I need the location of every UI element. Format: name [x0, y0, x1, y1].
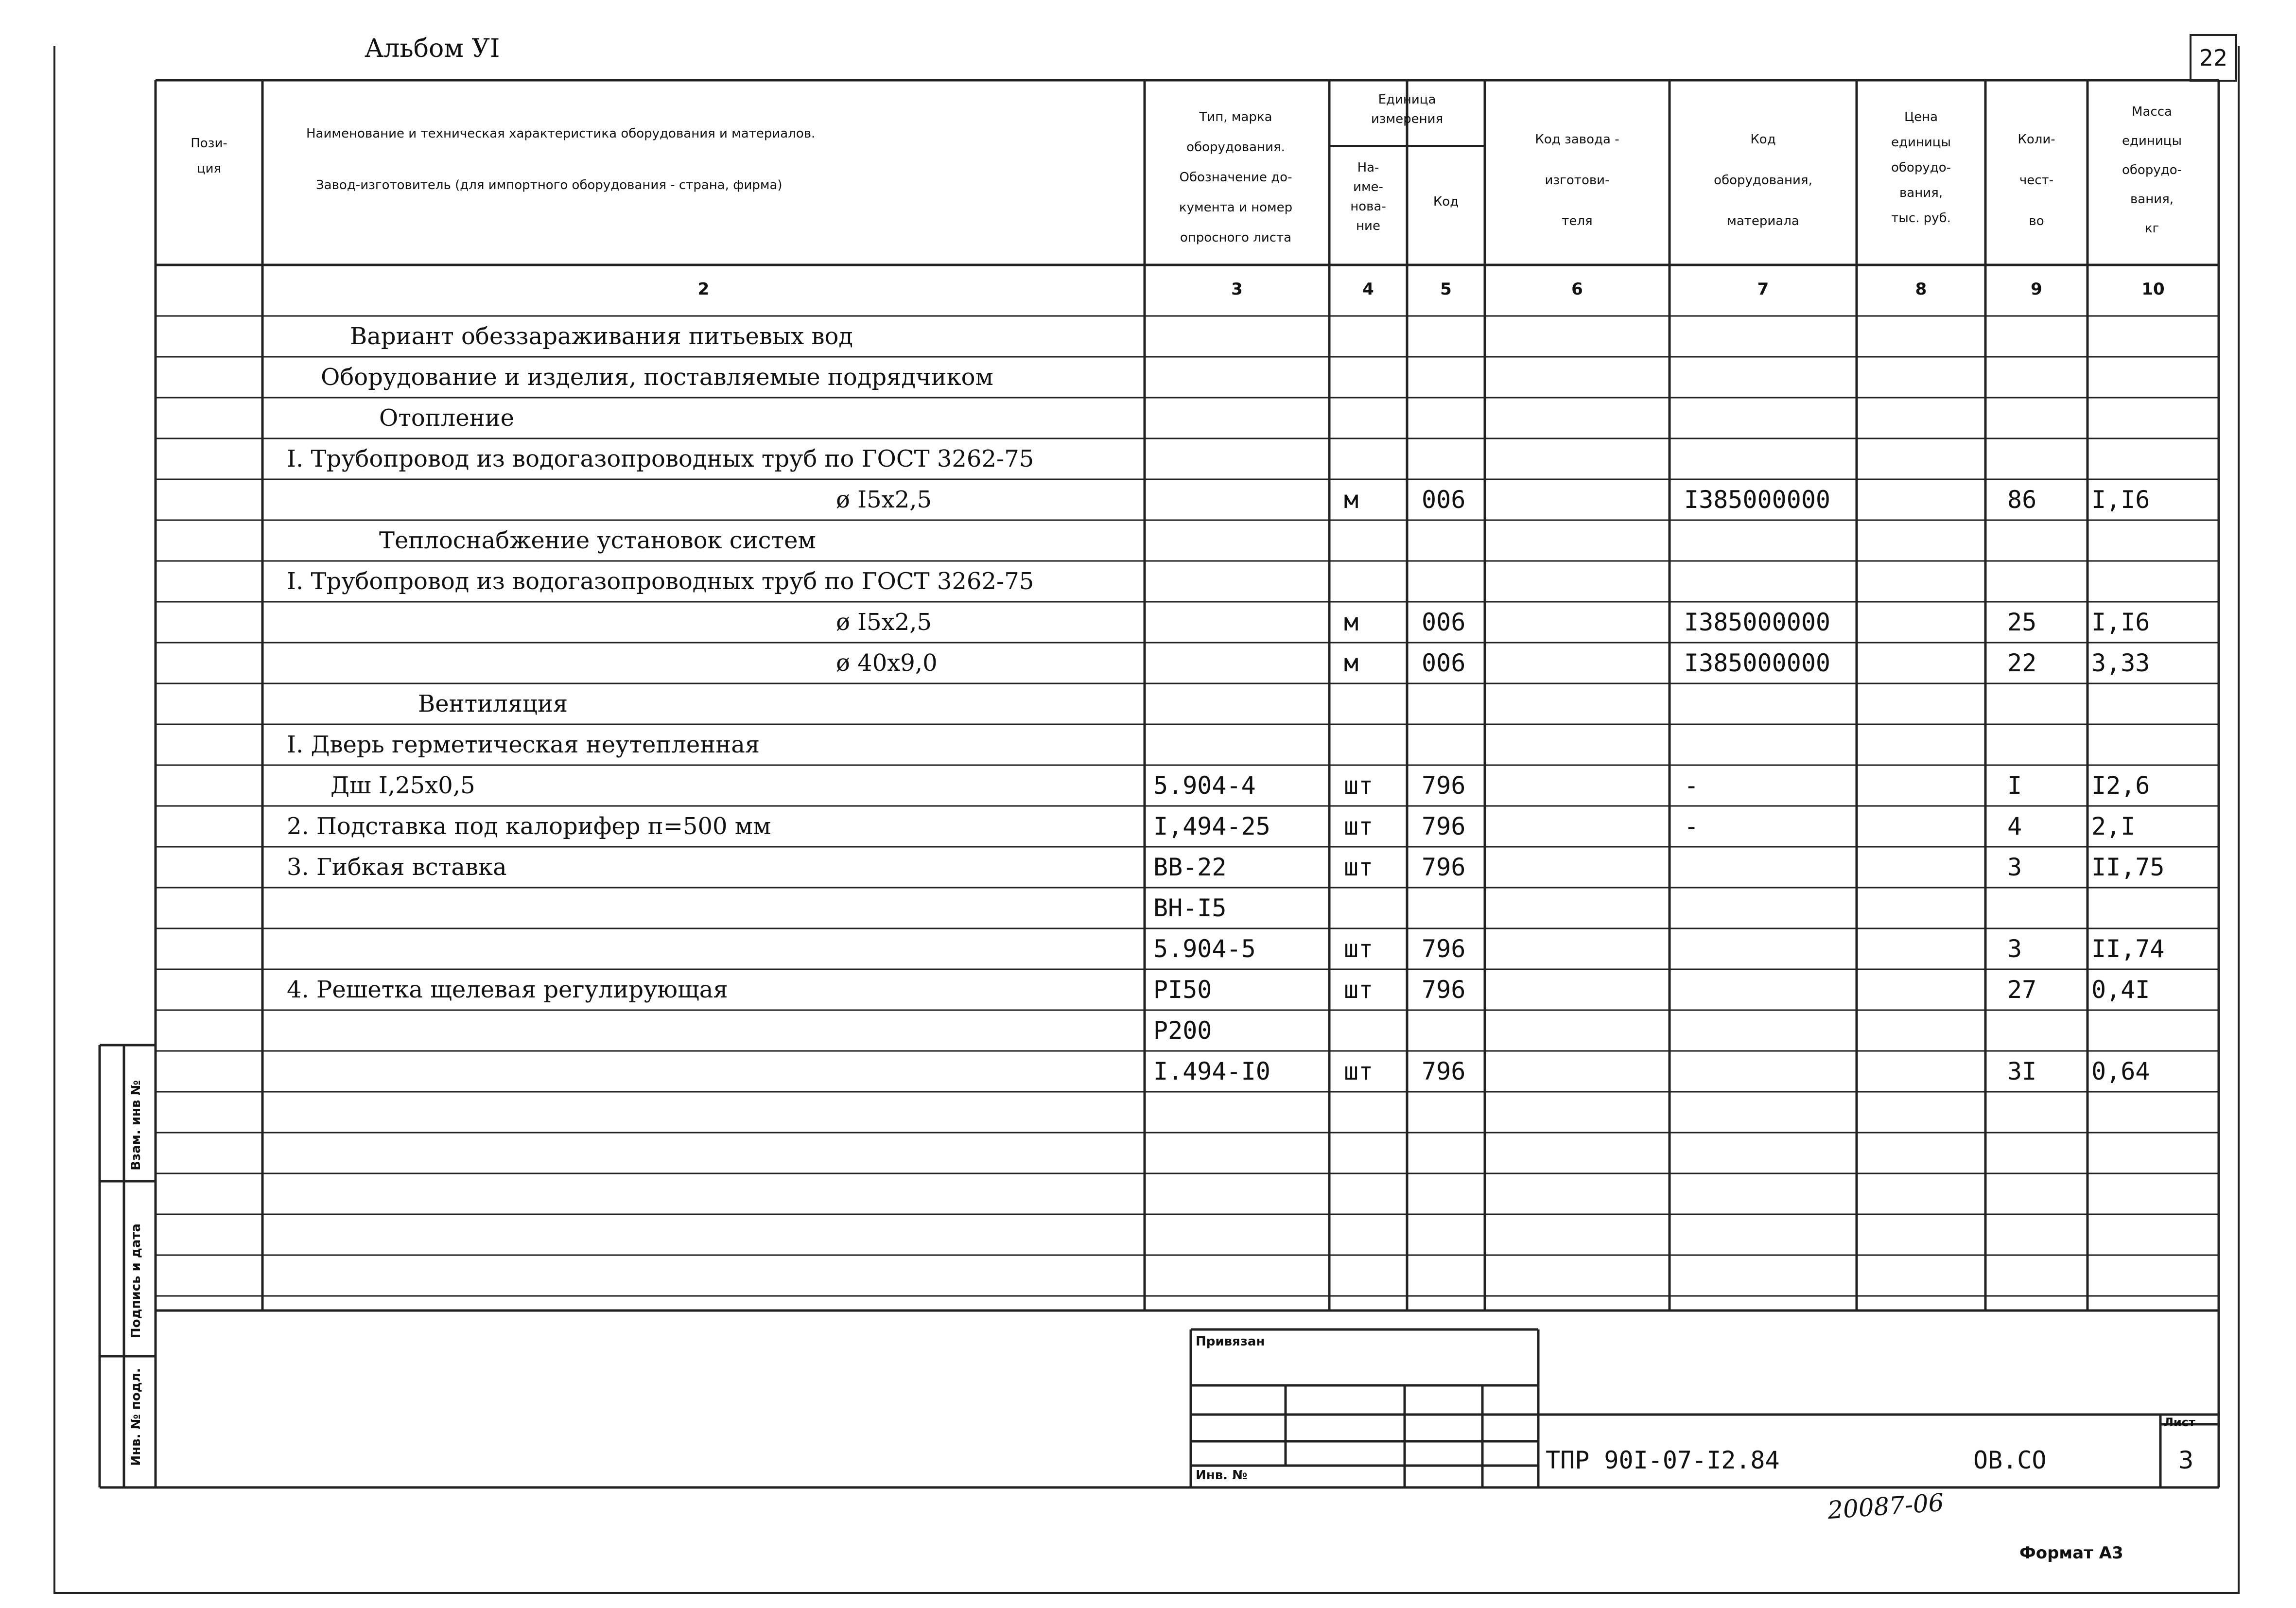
- row-type: P200: [1153, 1016, 1212, 1045]
- row-unit: м: [1344, 608, 1359, 636]
- column-number: 6: [1571, 280, 1583, 299]
- title-block-sheet-label: Лист: [2164, 1416, 2195, 1429]
- header-type-line: Обозначение до-: [1179, 170, 1292, 185]
- row-type: ВН-I5: [1153, 894, 1227, 922]
- header-price-line: оборудо-: [1891, 160, 1951, 175]
- header-position-line: ция: [196, 161, 222, 176]
- header-price-line: единицы: [1891, 135, 1951, 150]
- title-block-inv-no: Инв. №: [1196, 1468, 1248, 1483]
- row-code: 796: [1422, 812, 1466, 840]
- title-block-doc-code: ТПР 90I-07-I2.84: [1546, 1446, 1780, 1474]
- header-quantity-line: Коли-: [2018, 132, 2055, 147]
- column-number: 4: [1362, 280, 1374, 299]
- row-equip_code: I385000000: [1684, 649, 1831, 677]
- row-name: Отопление: [379, 404, 515, 432]
- column-number: 9: [2031, 280, 2042, 299]
- header-unit-name-line: нова-: [1350, 199, 1386, 214]
- header-unit-name-line: На-: [1357, 160, 1379, 175]
- header-price-line: Цена: [1904, 110, 1938, 124]
- header-unit-line: измерения: [1371, 112, 1444, 126]
- format-label: Формат А3: [2019, 1543, 2123, 1563]
- header-equipment-line: Код: [1750, 132, 1776, 147]
- row-code: 006: [1422, 649, 1466, 677]
- title-block-section: ОВ.СО: [1973, 1446, 2047, 1474]
- row-code: 796: [1422, 853, 1466, 881]
- row-qty: 3: [2007, 853, 2022, 881]
- corner-sheet-number: 22: [2190, 34, 2237, 82]
- header-type-line: Тип, марка: [1199, 110, 1272, 124]
- row-name: Оборудование и изделия, поставляемые подрядчиком: [321, 364, 993, 391]
- row-qty: 3: [2007, 935, 2022, 963]
- handwritten-number: 20087-06: [1826, 1488, 1945, 1525]
- row-qty: I: [2007, 771, 2022, 800]
- header-quantity-line: чест-: [2019, 173, 2054, 188]
- row-qty: 27: [2007, 976, 2037, 1004]
- row-code: 796: [1422, 935, 1466, 963]
- header-quantity: [1985, 119, 2087, 242]
- row-unit: шт: [1344, 935, 1374, 963]
- row-name: 4. Решетка щелевая регулирующая: [287, 976, 728, 1003]
- header-unit-line: Единица: [1378, 92, 1436, 107]
- header-equipment-code: [1670, 119, 1857, 242]
- row-name: Теплоснабжение установок систем: [379, 527, 816, 554]
- row-code: 796: [1422, 976, 1466, 1004]
- row-name: ø 40х9,0: [836, 649, 938, 677]
- header-unit-code: Код: [1433, 194, 1459, 209]
- row-type: 5.904-5: [1153, 935, 1256, 963]
- row-type: 5.904-4: [1153, 771, 1256, 800]
- header-unit-group: [1329, 90, 1485, 129]
- header-unit-name-line: име-: [1353, 180, 1383, 194]
- header-type: [1145, 102, 1327, 253]
- header-unit-name-line: ние: [1356, 219, 1380, 233]
- header-equipment-line: материала: [1727, 214, 1799, 228]
- column-number: 8: [1915, 280, 1927, 299]
- row-unit: шт: [1344, 853, 1374, 881]
- row-name: ø I5х2,5: [836, 486, 932, 513]
- row-code: 006: [1422, 608, 1466, 636]
- side-stamp: [100, 1045, 158, 1483]
- column-number: 3: [1231, 280, 1243, 299]
- side-stamp-label: Взам. инв №: [129, 1080, 143, 1171]
- side-stamp-label: Подпись и дата: [129, 1223, 143, 1339]
- header-mass-line: Масса: [2132, 105, 2172, 119]
- row-mass: 2,I: [2091, 812, 2136, 840]
- header-quantity-line: во: [2029, 214, 2044, 228]
- header-price: [1857, 105, 1985, 231]
- row-mass: 0,4I: [2091, 976, 2150, 1004]
- row-unit: м: [1344, 486, 1359, 514]
- album-label: Альбом УI: [365, 34, 500, 63]
- header-mass-line: кг: [2144, 221, 2159, 236]
- header-equipment-line: оборудования,: [1714, 173, 1812, 188]
- row-name: I. Трубопровод из водогазопроводных труб по ГОСТ 3262-75: [287, 568, 1034, 595]
- row-unit: м: [1344, 649, 1359, 677]
- row-qty: 4: [2007, 812, 2022, 840]
- row-code: 796: [1422, 1057, 1466, 1085]
- row-mass: I,I6: [2091, 486, 2150, 514]
- column-number: 5: [1440, 280, 1452, 299]
- header-name: [272, 126, 1006, 192]
- header-name-line: Завод-изготовитель (для импортного оборудования - страна, фирма): [316, 178, 783, 192]
- row-unit: шт: [1344, 976, 1374, 1004]
- row-name: Вариант обеззараживания питьевых вод: [350, 323, 853, 350]
- row-unit: шт: [1344, 1057, 1374, 1085]
- row-name: I. Трубопровод из водогазопроводных труб по ГОСТ 3262-75: [287, 445, 1034, 472]
- row-name: Дш I,25х0,5: [330, 772, 475, 799]
- row-unit: шт: [1344, 771, 1374, 800]
- row-name: 3. Гибкая вставка: [287, 854, 507, 881]
- row-mass: II,75: [2091, 853, 2165, 881]
- header-unit-name: [1329, 158, 1407, 236]
- title-block-attached: Привязан: [1196, 1334, 1265, 1349]
- row-mass: II,74: [2091, 935, 2165, 963]
- row-unit: шт: [1344, 812, 1374, 840]
- header-mass-line: единицы: [2122, 134, 2182, 148]
- row-name: Вентиляция: [418, 690, 568, 717]
- header-mass: [2087, 97, 2216, 243]
- row-name: ø I5х2,5: [836, 609, 932, 636]
- row-qty: 3I: [2007, 1057, 2037, 1085]
- header-factory-line: изготови-: [1545, 173, 1610, 188]
- header-mass-line: вания,: [2130, 192, 2174, 207]
- row-equip_code: -: [1684, 771, 1699, 800]
- row-type: I.494-I0: [1153, 1057, 1270, 1085]
- header-name-line: Наименование и техническая характеристика оборудования и материалов.: [306, 126, 816, 141]
- row-type: ВВ-22: [1153, 853, 1227, 881]
- header-position-line: Пози-: [191, 136, 227, 151]
- row-mass: I2,6: [2091, 771, 2150, 800]
- column-number: 7: [1757, 280, 1769, 299]
- header-factory-line: Код завода -: [1535, 132, 1619, 147]
- header-factory-line: теля: [1562, 214, 1593, 228]
- row-mass: 0,64: [2091, 1057, 2150, 1085]
- header-position: [156, 136, 262, 176]
- row-equip_code: -: [1684, 812, 1699, 840]
- row-name: 2. Подставка под калорифер п=500 мм: [287, 813, 771, 840]
- header-type-line: опросного листа: [1180, 230, 1292, 245]
- column-number: 10: [2141, 280, 2165, 299]
- header-type-line: кумента и номер: [1179, 200, 1293, 215]
- header-price-line: вания,: [1899, 186, 1943, 200]
- column-number: 2: [697, 280, 710, 299]
- title-block-sheet-number: 3: [2178, 1446, 2194, 1474]
- row-type: I,494-25: [1153, 812, 1270, 840]
- row-equip_code: I385000000: [1684, 608, 1831, 636]
- row-mass: 3,33: [2091, 649, 2150, 677]
- row-qty: 22: [2007, 649, 2037, 677]
- row-mass: I,I6: [2091, 608, 2150, 636]
- header-mass-line: оборудо-: [2122, 163, 2182, 177]
- header-factory-code: [1485, 119, 1670, 242]
- header-type-line: оборудования.: [1186, 140, 1285, 155]
- row-code: 796: [1422, 771, 1466, 800]
- row-qty: 25: [2007, 608, 2037, 636]
- row-qty: 86: [2007, 486, 2037, 514]
- side-stamp-label: Инв. № подл.: [129, 1368, 143, 1466]
- header-price-line: тыс. руб.: [1891, 211, 1951, 226]
- row-name: I. Дверь герметическая неутепленная: [287, 731, 760, 758]
- row-type: PI50: [1153, 976, 1212, 1004]
- row-code: 006: [1422, 486, 1466, 514]
- row-equip_code: I385000000: [1684, 486, 1831, 514]
